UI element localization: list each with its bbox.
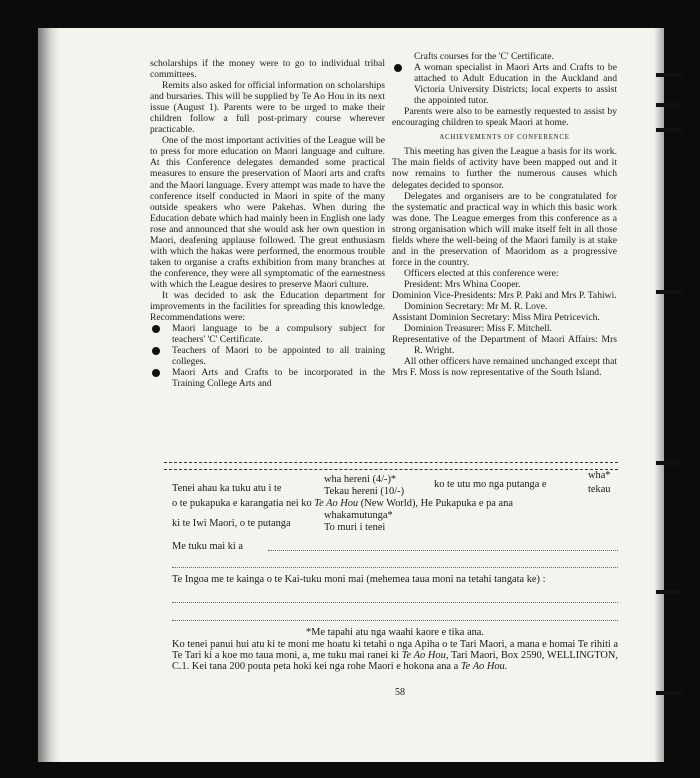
remitter-name-field[interactable]	[172, 602, 618, 603]
recommendation-item: Teachers of Maori to be appointed to all training colleges.	[150, 345, 385, 367]
paragraph: Delegates and organisers are to be congratulated for the systematic and practical way in which this basic work was done. The League emerges from this conference as a strong organisation which will make itself felt in all those fields where the well-being of the Maori family is at stake and in the preservation of Maoridom as a progressive force in the country.	[392, 190, 617, 268]
recommendation-item: A woman specialist in Maori Arts and Crafts to be attached to Adult Education in the Auckland and Victoria University Districts; local experts to assist the appointed tutor.	[392, 62, 617, 106]
edge-tab-mark	[656, 73, 682, 77]
payment-notice: Ko tenei panui hui atu ki te moni me hoatu ki tetahi o nga Apiha o te Tari Maori, a mana e homai Te rihiti a Te Tari ki a koe mo taua moni, a, me tuku mai ranei ki Te Ao Hou, Tari Maori, Box 2590, WELLINGTON, C.1. Kei tana 200 pouta peta hoki kei nga rohe Maori e hokona ana a Te Ao Hou.	[172, 639, 618, 673]
edge-tab-mark	[656, 290, 682, 294]
paragraph: All other officers have remained unchanged except that Mrs F. Moss is now representative of the South Island.	[392, 356, 617, 379]
subscription-line-3: ki te Iwi Maori, o te putanga whakamutunga* To muri i tenei	[172, 510, 393, 533]
bullet-icon	[152, 369, 160, 377]
paragraph: One of the most important activities of the League will be to press for more education on Maori language and culture. At this Conference delegates demanded some practical measures to ensure the preservation of Maori arts and crafts and the Maori language. Every attempt was made to have the conference itself conducted in Maori in spite of the many outside speakers who were Pakehas. When during the Education debate which had mainly been in English one lady rose and announced that she would ask her own question in Maori, deafening applause followed. The great enthusiasm with which the hakas were performed, the enormous trouble taken to organise a crafts exhibition from many branches at the conference, they were all symptomatic of the earnestness with which the League desires to preserve Maori culture.	[150, 135, 385, 290]
issues-option[interactable]: tekau	[588, 484, 611, 495]
page-edge-shadow	[654, 28, 664, 762]
bullet-icon	[394, 64, 402, 72]
address-field[interactable]	[172, 567, 618, 568]
paragraph: It was decided to ask the Education department for improvements in the facilities for spreading this knowledge. Recommendations were:	[150, 289, 385, 324]
paragraph: Parents were also to be earnestly requested to assist by encouraging children to speak Maori at home.	[392, 106, 617, 129]
officer-entry: Dominion Vice-Presidents: Mrs P. Paki and Mrs P. Tahiwi.	[392, 289, 617, 301]
bullet-icon	[152, 325, 160, 333]
issues-option[interactable]: wha*	[588, 470, 611, 481]
send-to-field[interactable]	[268, 550, 618, 551]
issue-option[interactable]: whakamutunga*	[324, 510, 393, 521]
edge-tab-mark	[656, 461, 682, 465]
send-to-row	[172, 541, 618, 553]
amount-option[interactable]: Tekau hereni (10/-)	[324, 486, 405, 497]
magazine-title: Te Ao Hou	[314, 498, 359, 509]
continued-item: Crafts courses for the 'C' Certificate.	[414, 51, 554, 62]
officer-entry: Assistant Dominion Secretary: Miss Mira Petricevich.	[392, 312, 600, 324]
edge-tab-mark	[656, 128, 682, 132]
footnote: *Me tapahi atu nga waahi kaore e tika ana.	[305, 627, 484, 638]
page-binding-shadow	[38, 28, 60, 762]
officer-entry: Dominion Secretary: Mr M. R. Love.	[404, 301, 548, 313]
paragraph: scholarships if the money were to go to individual tribal committees.	[150, 58, 385, 81]
bullet-icon	[152, 347, 160, 355]
officer-entry: Representative of the Department of Maori Affairs: Mrs R. Wright.	[392, 334, 617, 357]
edge-tab-mark	[656, 590, 682, 594]
officer-entry: Dominion Treasurer: Miss F. Mitchell.	[404, 323, 552, 335]
send-to-label: Me tuku mai ki a	[172, 541, 243, 552]
officer-entry: President: Mrs Whina Cooper.	[404, 278, 521, 290]
subscription-line-2: o te pukapuka e karangatia nei ko Te Ao Hou (New World), He Pukapuka e pa ana	[172, 498, 513, 509]
recommendation-item: Maori language to be a compulsory subject for teachers' 'C' Certificate.	[150, 323, 385, 345]
paragraph: This meeting has given the League a basis for its work. The main fields of activity have been mapped out and it now remains to further the numerous causes which delegates decided to sponsor.	[392, 146, 617, 191]
amount-option[interactable]: wha hereni (4/-)*	[324, 474, 397, 485]
issue-option[interactable]: To muri i tenei	[324, 522, 386, 533]
paragraph: Remits also asked for official information on scholarships and bursaries. This will be supplied by Te Ao Hou in its next issue (August 1). Parents were to be urged to make their children follow a full post-primary course wherever practicable.	[150, 80, 385, 136]
left-article-column	[150, 58, 385, 389]
paragraph: Officers elected at this conference were:	[404, 267, 559, 279]
section-heading: ACHIEVEMENTS OF CONFERENCE	[439, 134, 570, 142]
right-article-column	[392, 51, 617, 378]
remitter-label: Te Ingoa me te kainga o te Kai-tuku moni mai (mehemea taua moni na tetahi tangata ke) :	[172, 574, 546, 585]
cut-line-divider	[164, 462, 618, 470]
edge-tab-mark	[656, 691, 682, 695]
page-number: 58	[395, 687, 405, 698]
remitter-address-field[interactable]	[172, 620, 618, 621]
recommendation-item: Maori Arts and Crafts to be incorporated in the Training College Arts and	[150, 367, 385, 389]
edge-tab-mark	[656, 103, 682, 107]
